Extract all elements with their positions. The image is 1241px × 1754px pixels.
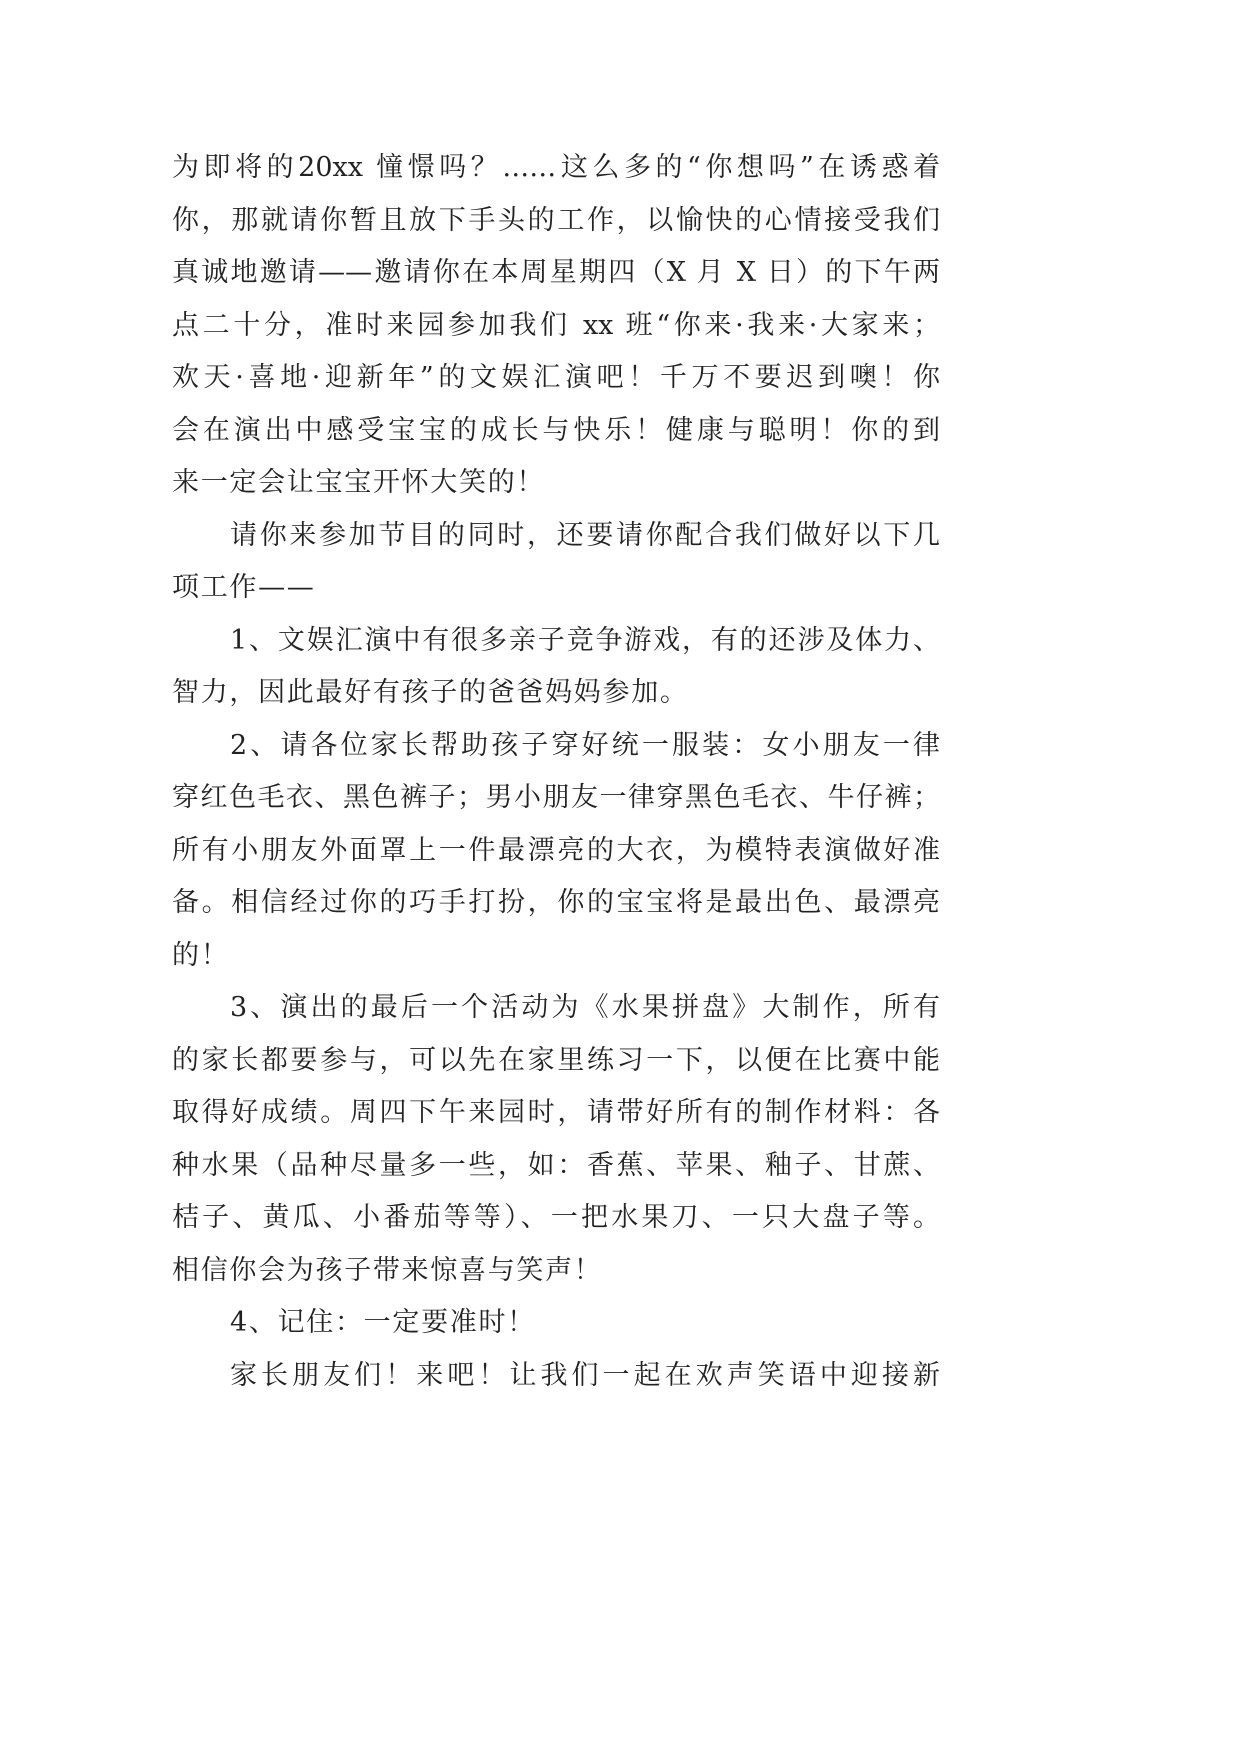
text-line: 取得好成绩。周四下午来园时，请带好所有的制作材料：各 [172,1097,940,1128]
text-line: 真诚地邀请——邀请你在本周星期四（X 月 X 日）的下午两 [172,257,940,288]
text-line: 备。相信经过你的巧手打扮，你的宝宝将是最出色、最漂亮 [172,887,940,918]
text-line: 点二十分，准时来园参加我们 xx 班“你来·我来·大家来； [172,309,940,341]
text-line: 你，那就请你暂且放下手头的工作，以愉快的心情接受我们 [172,204,940,236]
text-line: 相信你会为孩子带来惊喜与笑声！ [172,1254,603,1286]
paragraph [172,982,940,1297]
text-line: 来一定会让宝宝开怀大笑的！ [172,467,546,498]
paragraph [172,142,940,510]
text-line: 3、演出的最后一个活动为《水果拼盘》大制作，所有 [230,992,940,1023]
paragraph [172,1350,940,1403]
text-line: 会在演出中感受宝宝的成长与快乐！健康与聪明！你的到 [172,414,940,446]
text-line: 穿红色毛衣、黑色裤子；男小朋友一律穿黑色毛衣、牛仔裤； [172,782,940,813]
paragraph [172,1297,940,1350]
text-line: 所有小朋友外面罩上一件最漂亮的大衣，为模特表演做好准 [172,834,940,866]
document-page [172,142,940,1402]
text-line: 欢天·喜地·迎新年”的文娱汇演吧！千万不要迟到噢！你 [172,362,940,393]
text-line: 1、文娱汇演中有很多亲子竞争游戏，有的还涉及体力、 [230,624,940,656]
text-line: 4、记住：一定要准时！ [230,1307,536,1338]
text-line: 的家长都要参与，可以先在家里练习一下，以便在比赛中能 [172,1044,940,1076]
text-line: 的！ [172,939,230,971]
text-line: 智力，因此最好有孩子的爸爸妈妈参加。 [172,677,689,708]
paragraph [172,510,940,615]
text-line: 请你来参加节目的同时，还要请你配合我们做好以下几 [230,519,940,551]
text-line: 项工作—— [172,572,316,603]
text-line: 为即将的20xx 憧憬吗？……这么多的“你想吗”在诱惑着 [172,152,940,183]
text-line: 种水果（品种尽量多一些，如：香蕉、苹果、釉子、甘蔗、 [172,1149,940,1181]
paragraph [172,615,940,720]
text-line: 桔子、黄瓜、小番茄等等）、一把水果刀、一只大盘子等。 [172,1202,940,1233]
text-line: 家长朋友们！来吧！让我们一起在欢声笑语中迎接新 [230,1359,940,1391]
text-line: 2、请各位家长帮助孩子穿好统一服装：女小朋友一律 [230,729,940,761]
paragraph [172,720,940,983]
